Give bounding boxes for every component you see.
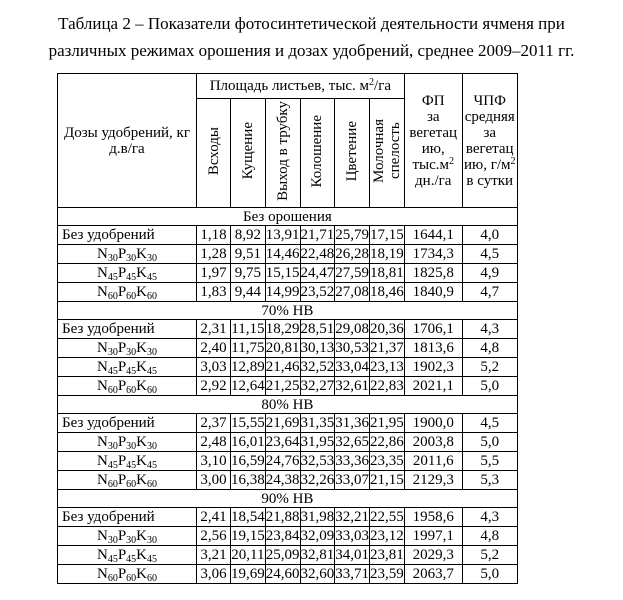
table-row — [58, 414, 518, 433]
section-title: 80% НВ — [58, 396, 518, 414]
value-cell: 1997,1 — [404, 527, 462, 546]
value-cell: 20,81 — [265, 340, 300, 356]
value-cell: 21,69 — [265, 415, 300, 431]
value-cell: 2029,3 — [404, 546, 462, 565]
value-cell: 1,28 — [197, 245, 231, 264]
table-caption — [0, 10, 623, 64]
value-cell: 4,7 — [462, 283, 517, 302]
value-cell: 29,08 — [335, 321, 369, 337]
value-cell: 24,76 — [265, 453, 300, 469]
value-cell: 16,38 — [231, 472, 265, 488]
value-cell: 18,46 — [370, 284, 404, 300]
value-cell: 18,19 — [370, 246, 404, 262]
value-cell: 32,81 — [300, 547, 335, 563]
table-row — [58, 283, 518, 302]
section-row — [58, 490, 518, 508]
section-title: Без орошения — [58, 208, 518, 226]
value-cell: 1900,0 — [404, 414, 462, 433]
value-cell: 27,59 — [335, 265, 369, 281]
caption-line-1: Таблица 2 – Показатели фотосинтетической деятельности ячменя при — [58, 14, 565, 33]
table-row — [58, 377, 518, 396]
value-cell: 23,35 — [370, 453, 404, 469]
value-cell: 32,26 — [300, 472, 335, 488]
value-cell: 12,64 — [231, 378, 265, 394]
value-cell: 19,69 — [231, 566, 265, 582]
value-cell: 33,07 — [335, 472, 369, 488]
dose-cell: $N_{60}P_{60}K_{60}$ — [58, 565, 197, 584]
value-cell: 32,21 — [335, 509, 369, 525]
dose-cell: $N_{45}P_{45}K_{45}$ — [58, 358, 197, 377]
header-phase: Колошение — [300, 99, 335, 208]
value-cell: 24,60 — [265, 566, 300, 582]
value-cell: 9,44 — [231, 283, 266, 302]
header-leaf-area: Площадь листьев, тыс. $м^2/га$ — [197, 74, 405, 99]
value-cell: 34,01 — [335, 547, 369, 563]
value-cell: 32,61 — [335, 378, 369, 394]
header-phase: Кущение — [231, 99, 266, 208]
value-cell: 32,52 — [300, 359, 335, 375]
header-phase: Молочная спелость — [370, 99, 405, 208]
value-cell: 1734,3 — [404, 245, 462, 264]
section-row — [58, 302, 518, 320]
value-cell: 24,47 — [300, 265, 335, 281]
value-cell: 11,75 — [231, 340, 265, 356]
value-cell: 21,95 — [370, 415, 404, 431]
caption-line-2: различных режимах орошения и дозах удобрений, среднее 2009–2011 гг. — [48, 41, 575, 60]
value-cell: 11,15 — [231, 321, 265, 337]
value-cell: 2021,1 — [404, 377, 462, 396]
value-cell: 25,79 — [335, 227, 369, 243]
value-cell: 14,99 — [265, 284, 300, 300]
value-cell: 23,13 — [370, 359, 404, 375]
value-cell: 28,51 — [300, 321, 335, 337]
table-row — [58, 565, 518, 584]
table-row — [58, 471, 518, 490]
dose-cell: Без удобрений — [58, 414, 197, 433]
value-cell: 24,38 — [265, 472, 300, 488]
header-phase: Цветение — [335, 99, 370, 208]
value-cell: 33,03 — [335, 528, 369, 544]
dose-cell: $N_{30}P_{30}K_{30}$ — [58, 433, 197, 452]
value-cell: 4,5 — [462, 245, 517, 264]
value-cell: 4,0 — [462, 226, 517, 245]
table-row — [58, 245, 518, 264]
value-cell: 31,36 — [335, 415, 369, 431]
value-cell: 2129,3 — [404, 471, 462, 490]
dose-cell: $N_{60}P_{60}K_{60}$ — [58, 283, 197, 302]
value-cell: 21,37 — [370, 340, 404, 356]
value-cell: 18,29 — [265, 321, 300, 337]
value-cell: 1840,9 — [404, 283, 462, 302]
value-cell: 21,71 — [300, 227, 335, 243]
value-cell: 19,15 — [231, 528, 265, 544]
table-row — [58, 546, 518, 565]
section-row — [58, 396, 518, 414]
data-table — [57, 73, 518, 584]
dose-cell: Без удобрений — [58, 508, 197, 527]
table-row — [58, 433, 518, 452]
value-cell: 20,11 — [231, 547, 265, 563]
table-row — [58, 226, 518, 245]
value-cell: 16,59 — [231, 453, 265, 469]
value-cell: 31,98 — [300, 509, 335, 525]
value-cell: 31,95 — [300, 434, 335, 450]
value-cell: 1902,3 — [404, 358, 462, 377]
value-cell: 32,60 — [300, 566, 335, 582]
value-cell: 5,0 — [462, 377, 517, 396]
value-cell: 22,86 — [370, 434, 404, 450]
value-cell: 21,46 — [265, 359, 300, 375]
dose-cell: $N_{45}P_{45}K_{45}$ — [58, 264, 197, 283]
value-cell: 13,91 — [265, 227, 300, 243]
header-phase: Выход в трубку — [265, 99, 300, 208]
value-cell: 33,71 — [335, 566, 369, 582]
value-cell: 1,18 — [197, 226, 231, 245]
dose-cell: Без удобрений — [58, 320, 197, 339]
value-cell: 5,5 — [462, 452, 517, 471]
value-cell: 2063,7 — [404, 565, 462, 584]
header-doses: Дозы удобрений, кг д.в/га — [58, 74, 197, 208]
value-cell: 4,3 — [462, 508, 517, 527]
value-cell: 18,54 — [231, 509, 265, 525]
value-cell: 2,41 — [197, 508, 231, 527]
value-cell: 23,12 — [370, 528, 404, 544]
value-cell: 33,04 — [335, 359, 369, 375]
table-row — [58, 264, 518, 283]
value-cell: 1644,1 — [404, 226, 462, 245]
value-cell: 5,0 — [462, 433, 517, 452]
table-row — [58, 452, 518, 471]
value-cell: 1,97 — [197, 264, 231, 283]
value-cell: 32,27 — [300, 378, 335, 394]
value-cell: 5,3 — [462, 471, 517, 490]
value-cell: 23,59 — [370, 566, 404, 582]
value-cell: 30,53 — [335, 340, 369, 356]
value-cell: 15,15 — [265, 265, 300, 281]
header-chpf: ЧПФ средняя за вегетац ию, $г/м^2$ в сутки — [462, 74, 517, 208]
value-cell: 32,65 — [335, 434, 369, 450]
value-cell: 5,2 — [462, 546, 517, 565]
dose-cell: $N_{30}P_{30}K_{30}$ — [58, 527, 197, 546]
table-row — [58, 527, 518, 546]
value-cell: 2,92 — [197, 377, 231, 396]
dose-cell: Без удобрений — [58, 226, 197, 245]
value-cell: 1706,1 — [404, 320, 462, 339]
value-cell: 1825,8 — [404, 264, 462, 283]
value-cell: 2,37 — [197, 414, 231, 433]
value-cell: 18,81 — [370, 265, 404, 281]
value-cell: 22,83 — [370, 378, 404, 394]
value-cell: 9,75 — [231, 264, 266, 283]
value-cell: 17,15 — [370, 227, 404, 243]
value-cell: 32,09 — [300, 528, 335, 544]
value-cell: 21,88 — [265, 509, 300, 525]
header-phase: Всходы — [197, 99, 231, 208]
dose-cell: $N_{60}P_{60}K_{60}$ — [58, 377, 197, 396]
value-cell: 1958,6 — [404, 508, 462, 527]
value-cell: 5,0 — [462, 565, 517, 584]
value-cell: 27,08 — [335, 284, 369, 300]
value-cell: 21,15 — [370, 472, 404, 488]
value-cell: 4,9 — [462, 264, 517, 283]
value-cell: 3,10 — [197, 452, 231, 471]
value-cell: 3,06 — [197, 565, 231, 584]
value-cell: 2,48 — [197, 433, 231, 452]
value-cell: 26,28 — [335, 246, 369, 262]
value-cell: 4,8 — [462, 527, 517, 546]
section-title: 70% НВ — [58, 302, 518, 320]
value-cell: 22,55 — [370, 509, 404, 525]
value-cell: 2,40 — [197, 339, 231, 358]
value-cell: 2,31 — [197, 320, 231, 339]
value-cell: 23,84 — [265, 528, 300, 544]
value-cell: 1,83 — [197, 283, 231, 302]
value-cell: 15,55 — [231, 415, 265, 431]
dose-cell: $N_{30}P_{30}K_{30}$ — [58, 339, 197, 358]
value-cell: 25,09 — [265, 547, 300, 563]
value-cell: 21,25 — [265, 378, 300, 394]
value-cell: 23,64 — [265, 434, 300, 450]
value-cell: 12,89 — [231, 359, 265, 375]
dose-cell: $N_{45}P_{45}K_{45}$ — [58, 546, 197, 565]
value-cell: 4,8 — [462, 339, 517, 358]
value-cell: 9,51 — [231, 245, 266, 264]
value-cell: 8,92 — [231, 226, 266, 245]
section-title: 90% НВ — [58, 490, 518, 508]
value-cell: 33,36 — [335, 453, 369, 469]
value-cell: 4,5 — [462, 414, 517, 433]
value-cell: 20,36 — [370, 321, 404, 337]
value-cell: 3,00 — [197, 471, 231, 490]
value-cell: 5,2 — [462, 358, 517, 377]
value-cell: 2011,6 — [404, 452, 462, 471]
header-fp: ФП за вегетац ию, $тыс.м^2$ дн./га — [404, 74, 462, 208]
value-cell: 23,52 — [300, 284, 335, 300]
table-row — [58, 358, 518, 377]
value-cell: 2,56 — [197, 527, 231, 546]
table-row — [58, 339, 518, 358]
value-cell: 1813,6 — [404, 339, 462, 358]
value-cell: 30,13 — [300, 340, 335, 356]
section-row — [58, 208, 518, 226]
value-cell: 3,21 — [197, 546, 231, 565]
value-cell: 31,35 — [300, 415, 335, 431]
value-cell: 2003,8 — [404, 433, 462, 452]
value-cell: 14,46 — [265, 246, 300, 262]
value-cell: 4,3 — [462, 320, 517, 339]
value-cell: 16,01 — [231, 434, 265, 450]
value-cell: 22,48 — [300, 246, 335, 262]
dose-cell: $N_{30}P_{30}K_{30}$ — [58, 245, 197, 264]
value-cell: 3,03 — [197, 358, 231, 377]
table-row — [58, 508, 518, 527]
value-cell: 32,53 — [300, 453, 335, 469]
value-cell: 23,81 — [370, 547, 404, 563]
dose-cell: $N_{60}P_{60}K_{60}$ — [58, 471, 197, 490]
table-row — [58, 320, 518, 339]
dose-cell: $N_{45}P_{45}K_{45}$ — [58, 452, 197, 471]
